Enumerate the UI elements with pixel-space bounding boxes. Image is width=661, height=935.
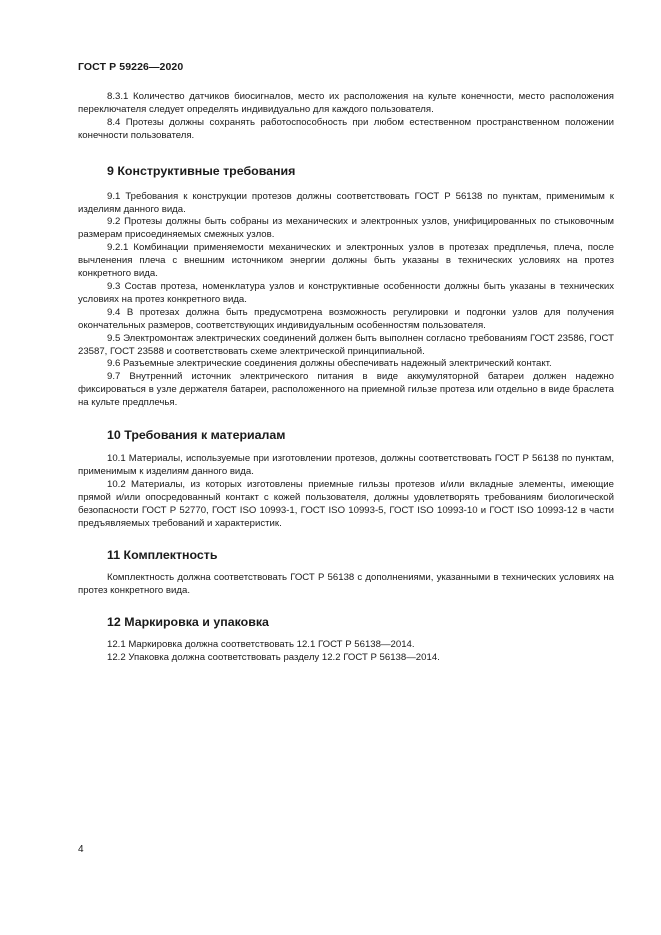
section-9-title: 9 Конструктивные требования bbox=[107, 163, 296, 178]
paragraph-9-7: 9.7 Внутренний источник электрического питания в виде аккумуляторной батареи должен надежно фиксироваться в узле держателя батареи, расположенного на приемной гильзе протеза или отдельно в виде браслета на культе предплечья. bbox=[78, 371, 614, 409]
paragraph-8-4: 8.4 Протезы должны сохранять работоспособность при любом естественном пространственном положении конечности пользователя. bbox=[78, 116, 614, 141]
paragraph-12-2: 12.2 Упаковка должна соответствовать разделу 12.2 ГОСТ Р 56138—2014. bbox=[107, 652, 440, 664]
document-header: ГОСТ Р 59226—2020 bbox=[78, 61, 184, 73]
paragraph-11: Комплектность должна соответствовать ГОСТ Р 56138 с дополнениями, указанными в технических условиях на протез конкретного вида. bbox=[78, 572, 614, 597]
section-10-title: 10 Требования к материалам bbox=[107, 428, 286, 443]
section-12-title: 12 Маркировка и упаковка bbox=[107, 615, 269, 630]
section-11-title: 11 Комплектность bbox=[107, 548, 218, 563]
paragraph-9-1: 9.1 Требования к конструкции протезов должны соответствовать ГОСТ Р 56138 по пунктам, применимым к изделиям данного вида. bbox=[78, 190, 614, 215]
paragraph-9-5: 9.5 Электромонтаж электрических соединений должен быть выполнен согласно требованиям ГОСТ 23586, ГОСТ 23587, ГОСТ 23588 и соответствовать схеме электрической принципиальной. bbox=[78, 332, 614, 357]
page-number: 4 bbox=[78, 844, 84, 855]
paragraph-10-1: 10.1 Материалы, используемые при изготовлении протезов, должны соответствовать ГОСТ Р 56138 по пунктам, применимым к изделиям данного вида. bbox=[78, 453, 614, 477]
paragraph-8-3-1: 8.3.1 Количество датчиков биосигналов, место их расположения на культе конечности, место расположения переключателя следует определять индивидуально для каждого пользователя. bbox=[78, 91, 614, 115]
paragraph-9-4: 9.4 В протезах должна быть предусмотрена возможность регулировки и подгонки узлов для получения окончательных размеров, соответствующих индивидуальным особенностям пользователя. bbox=[78, 306, 614, 331]
paragraph-9-6: 9.6 Разъемные электрические соединения должны обеспечивать надежный электрический контакт. bbox=[107, 358, 552, 370]
paragraph-9-2: 9.2 Протезы должны быть собраны из механических и электронных узлов, унифицированных по стыковочным размерам присоединяемых смежных узлов. bbox=[78, 216, 614, 241]
paragraph-10-2: 10.2 Материалы, из которых изготовлены приемные гильзы протезов и/или вкладные элементы, имеющие прямой и/или опосредованный контакт с кожей пользователя, должны удовлетворять требованиям биологической безопасности ГОСТ Р 52770, ГОСТ ISO 10993-1, ГОСТ ISO 10993-5, ГОСТ ISO 10993-10 и ГОСТ ISO 10993-12 в части предъявляемых требований и характеристик. bbox=[78, 478, 614, 529]
document-body bbox=[78, 91, 614, 665]
paragraph-9-2-1: 9.2.1 Комбинации применяемости механических и электронных узлов в протезах предплечья, плеча, после вычленения плеча с внешним источником энергии должны быть указаны в технических условиях на протез конкретного вида. bbox=[78, 242, 614, 280]
paragraph-9-3: 9.3 Состав протеза, номенклатура узлов и конструктивные особенности должны быть указаны в технических условиях на протез конкретного вида. bbox=[78, 280, 614, 305]
paragraph-12-1: 12.1 Маркировка должна соответствовать 12.1 ГОСТ Р 56138—2014. bbox=[107, 639, 415, 651]
